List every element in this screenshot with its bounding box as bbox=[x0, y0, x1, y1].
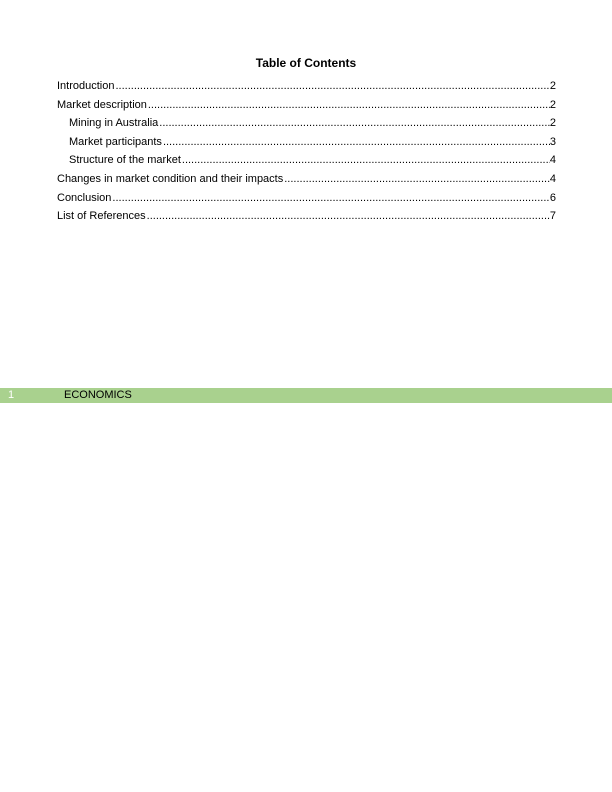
toc-entry-page: 4 bbox=[549, 172, 556, 185]
toc-entry-label: List of References bbox=[57, 210, 146, 223]
toc-entry-label: Changes in market condition and their impacts bbox=[57, 172, 284, 185]
toc-dot-leader bbox=[159, 116, 550, 130]
toc-entry-label: Introduction bbox=[57, 80, 115, 92]
toc-dot-leader bbox=[284, 172, 550, 186]
toc-entry-conclusion[interactable] bbox=[57, 191, 556, 210]
toc-entry-mining-in-australia[interactable] bbox=[57, 116, 556, 135]
toc-entry-label: Market description bbox=[57, 98, 147, 111]
toc-entry-market-description[interactable] bbox=[57, 98, 556, 117]
toc-entry-structure-of-the-market[interactable] bbox=[57, 153, 556, 172]
toc-dot-leader bbox=[147, 209, 550, 223]
toc-entry-page: 2 bbox=[549, 80, 556, 92]
toc-entry-page: 3 bbox=[549, 135, 556, 148]
toc-entry-page: 4 bbox=[549, 154, 556, 167]
toc-entry-page: 7 bbox=[549, 210, 556, 223]
toc-entry-market-participants[interactable] bbox=[57, 135, 556, 154]
toc-dot-leader bbox=[182, 153, 550, 167]
toc-entry-page: 2 bbox=[549, 117, 556, 130]
toc-dot-leader bbox=[112, 191, 549, 205]
toc-entry-label: Structure of the market bbox=[69, 154, 181, 167]
toc-entry-changes-in-market-condition[interactable] bbox=[57, 172, 556, 191]
toc-dot-leader bbox=[115, 79, 549, 93]
toc-entry-page: 6 bbox=[549, 191, 556, 204]
toc-entry-page: 2 bbox=[549, 98, 556, 111]
toc-dot-leader bbox=[148, 98, 550, 112]
toc-title: Table of Contents bbox=[255, 56, 357, 70]
toc-entry-label: Market participants bbox=[69, 135, 162, 148]
toc-dot-leader bbox=[163, 135, 550, 149]
footer-bar bbox=[0, 388, 612, 403]
toc-entry-list-of-references[interactable] bbox=[57, 209, 556, 228]
toc-entry-label: Mining in Australia bbox=[69, 117, 159, 130]
toc-entry-label: Conclusion bbox=[57, 191, 112, 204]
toc-entry-introduction[interactable] bbox=[57, 79, 556, 98]
page-number: 1 bbox=[8, 389, 15, 401]
running-head: ECONOMICS bbox=[64, 389, 132, 401]
toc-list bbox=[57, 79, 556, 228]
